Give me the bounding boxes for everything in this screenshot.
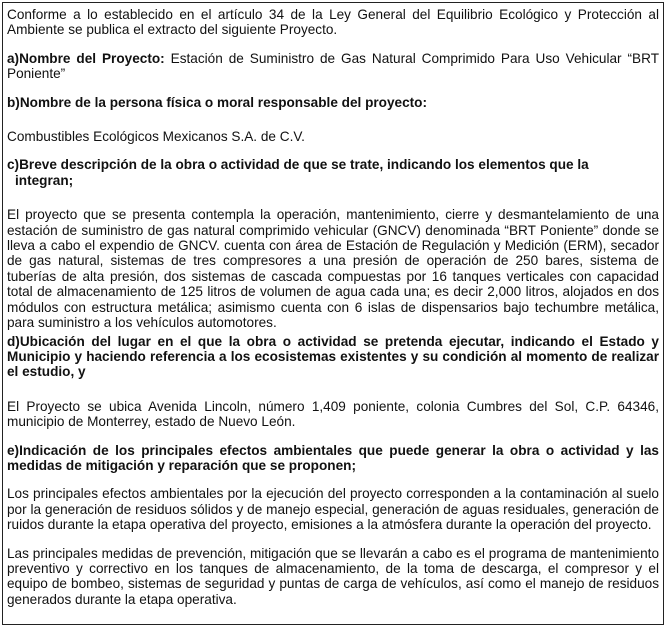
section-d-label: d)Ubicación del lugar en el que la obra o actividad se pretenda ejecutar, indicando el Estado y Municipio y haciendo referencia a los ecosistemas existentes y su condición al momento de realizar el estudio, y — [7, 333, 659, 380]
section-c-label — [7, 157, 659, 188]
section-c-label-line1: c)Breve descripción de la obra o actividad de que se trate, indicando los elementos que la — [7, 157, 589, 173]
section-d-body: El Proyecto se ubica Avenida Lincoln, número 1,409 poniente, colonia Cumbres del Sol, C.P. 64346, municipio de Monterrey, estado de Nuevo León. — [7, 398, 659, 430]
section-a-label: a)Nombre del Proyecto: — [7, 50, 165, 66]
section-a-value: Estación de Suministro de Gas Natural Comprimido Para Uso Vehicular “BRT Poniente” — [7, 50, 659, 82]
section-a-paragraph — [7, 51, 659, 82]
section-c-body: El proyecto que se presenta contempla la operación, mantenimiento, cierre y desmantelamiento de una estación de suministro de gas natural comprimido vehicular (GNCV) denominada “BRT Poniente” donde se lleva a cabo el expendio de GNCV. cuenta con área de Estación de Regulación y Medición (ERM), secador de gas natural, sistemas de tres compresores a una presión de operación de 250 bares, sistema de tuberías de alta presión, dos sistemas de cascada compuestas por 16 tanques verticales con capacidad total de almacenamiento de 125 litros de volumen de agua cada una; es decir 2,000 litros, alojados en dos módulos con estructura metálica; asimismo cuenta con 6 islas de dispensarios bajo techumbre metálica, para suministro a los vehículos automotores. — [7, 207, 659, 331]
section-e-label: e)Indicación de los principales efectos ambientales que puede generar la obra o actividad y las medidas de mitigación y reparación que se proponen; — [7, 442, 659, 473]
intro-paragraph: Conforme a lo establecido en el artículo 34 de la Ley General del Equilibrio Ecológico y Protección al Ambiente se publica el extracto del siguiente Proyecto. — [7, 7, 659, 38]
section-e-body-2: Las principales medidas de prevención, mitigación que se llevarán a cabo es el programa de mantenimiento preventivo y correctivo en los tanques de almacenamiento, de la toma de descarga, el compresor y el equipo de bombeo, sistemas de seguridad y puntas de carga de vehículos, así como el manejo de residuos generados durante la etapa operativa. — [7, 545, 659, 607]
section-c-label-line2: integran; — [15, 172, 74, 188]
section-b-value: Combustibles Ecológicos Mexicanos S.A. de C.V. — [7, 129, 305, 145]
section-e-body-1: Los principales efectos ambientales por la ejecución del proyecto corresponden a la contaminación al suelo por la generación de residuos sólidos y de manejo especial, generación de aguas residuales, generación de ruidos durante la etapa operativa del proyecto, emisiones a la atmósfera durante la operación del proyecto. — [7, 486, 659, 533]
document-extract-box — [2, 2, 664, 625]
section-b-label: b)Nombre de la persona física o moral responsable del proyecto: — [7, 94, 428, 110]
